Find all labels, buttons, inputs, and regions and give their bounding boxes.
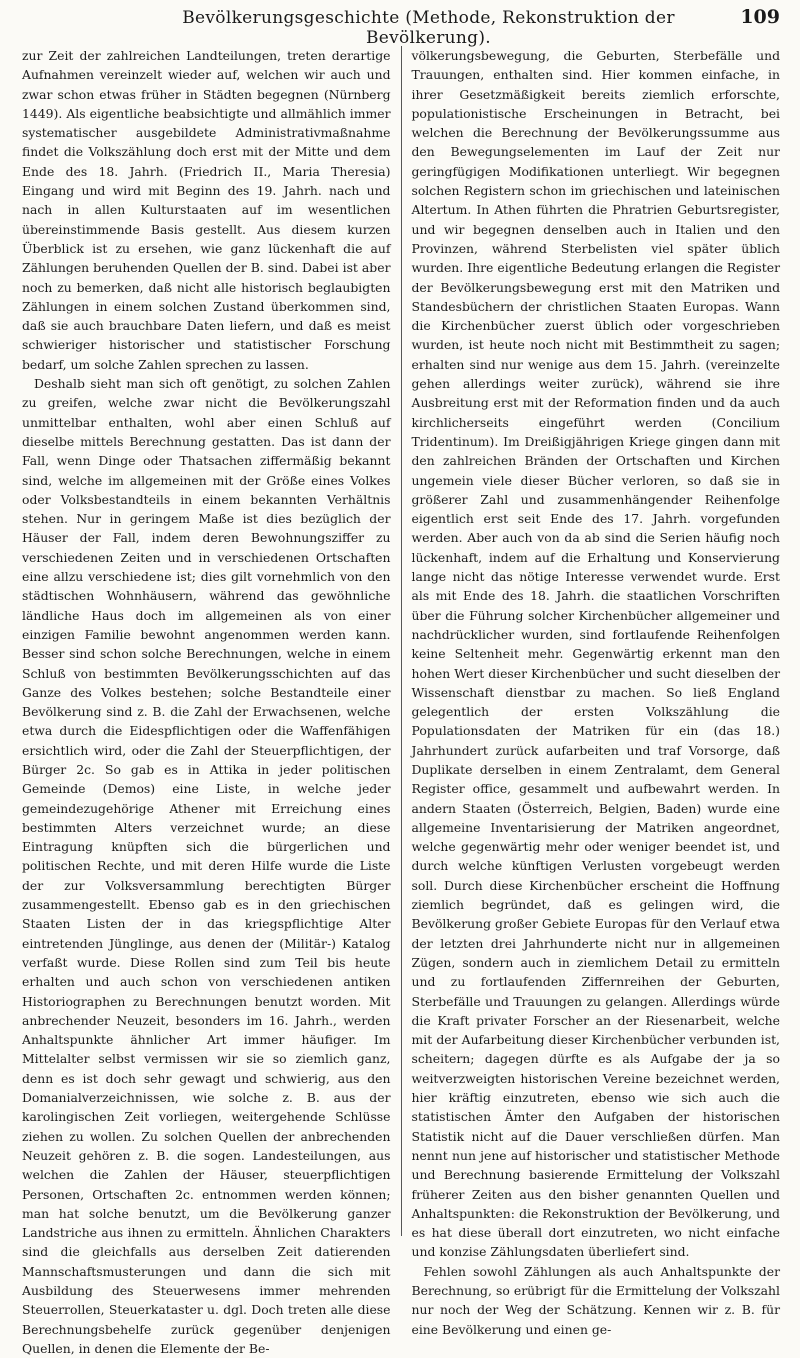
text-columns bbox=[22, 46, 780, 1356]
page-number: 109 bbox=[740, 6, 780, 28]
left-column bbox=[22, 46, 402, 1356]
right-paragraph-2: Fehlen sowohl Zählungen als auch Anhaltspunkte der Berechnung, so erübrigt für die Ermittelung der Volkszahl nur noch der Weg der Schätzung. Kennen wir z. B. für eine Bevölkerung und einen ge- bbox=[411, 1263, 780, 1337]
left-paragraph-2: Deshalb sieht man sich oft genötigt, zu solchen Zahlen zu greifen, welche zwar nicht die Bevölkerungszahl unmittelbar enthalten, wohl aber einen Schluß auf dieselbe mittels Berechnung gestatten. Das ist dann der Fall, wenn Dinge oder Thatsachen ziffermäßig bekannt sind, welche im allgemeinen mit der Größe eines Volkes oder Volksbestandteils in einem bekannten Verhältnis stehen. Nur in geringem Maße ist dies bezüglich der Häuser der Fall, indem deren Bewohnungsziffer zu verschiedenen Zeiten und in verschiedenen Ortschaften eine allzu verschiedene ist; dies gilt vornehmlich von den städtischen Wohnhäusern, während das gewöhnliche ländliche Haus doch im allgemeinen als von einer einzigen Familie bewohnt angenommen werden kann. Besser sind schon solche Berechnungen, welche in einem Schluß von bestimmten Bevölkerungsschichten auf das Ganze des Volkes bestehen; solche Bestandteile einer Bevölkerung sind z. B. die Zahl der Erwachsenen, welche etwa durch die Eidespflichtigen oder die Waffenfähigen ersichtlich wird, oder die Zahl der Steuerpflichtigen, der Bürger 2c. So gab es in Attika in jeder politischen Gemeinde (Demos) eine Liste, in welche jeder gemeindezugehörige Athener mit Erreichung eines bestimmten Alters verzeichnet wurde; an diese Eintragung knüpften sich die bürgerlichen und politischen Rechte, und mit deren Hilfe wurde die Liste der zur Volksversammlung berechtigten Bürger zusammengestellt. Ebenso gab es in den griechischen Staaten Listen der in das kriegspflichtige Alter eintretenden Jünglinge, aus denen der (Militär-) Katalog verfaßt wurde. Diese Rollen sind zum Teil bis heute erhalten und auch schon von verschiedenen antiken Historiographen zu Berechnungen benutzt worden. Mit anbrechender Neuzeit, besonders im 16. Jahrh., werden Anhaltspunkte ähnlicher Art immer häufiger. Im Mittelalter selbst vermissen wir sie so ziemlich ganz, denn es ist doch sehr gewagt und schwierig, aus den Domanialverzeichnissen, wie solche z. B. aus der karolingischen Zeit vorliegen, weitergehende Schlüsse ziehen zu wollen. Zu solchen Quellen der anbrechenden Neuzeit gehören z. B. die sogen. Landesteilungen, aus welchen die Zahlen der Häuser, steuerpflichtigen Personen, Ortschaften 2c. entnommen werden können; man hat solche benutzt, um die Bevölkerung ganzer Landstriche aus ihnen zu ermitteln. Ähnlichen Charakters sind die gleichfalls aus derselben Zeit datierenden Mannschaftsmusterungen und dann die sich mit Ausbildung des Steuerwesens immer mehrenden Steuerrollen, Steuerkataster u. dgl. Doch treten alle diese Berechnungsbehelfe zurück gegenüber denjenigen Quellen, in denen die Elemente der Be- bbox=[22, 376, 391, 1356]
running-header bbox=[22, 6, 780, 46]
right-column bbox=[402, 46, 781, 1337]
running-title: Bevölkerungsgeschichte (Methode, Rekonstruktion der Bevölkerung). bbox=[182, 8, 675, 48]
right-paragraph-1: völkerungsbewegung, die Geburten, Sterbefälle und Trauungen, enthalten sind. Hier kommen einfache, in ihrer Gesetzmäßigkeit bereits ziemlich erforschte, populationistische Erscheinungen in Betracht, bei welchen die Berechnung der Bevölkerungssumme aus den Bewegungselementen im Lauf der Zeit nur geringfügigen Modifikationen unterliegt. Wir begegnen solchen Registern schon im griechischen und lateinischen Altertum. In Athen führten die Phratrien Geburtsregister, und wir begegnen denselben auch in Italien und den Provinzen, während Sterbelisten viel später üblich wurden. Ihre eigentliche Bedeutung erlangen die Register der Bevölkerungsbewegung erst mit den Matriken und Standesbüchern der christlichen Staaten Europas. Wann die Kirchenbücher zuerst üblich oder vorgeschrieben wurden, ist heute noch nicht mit Bestimmtheit zu sagen; erhalten sind nur wenige aus dem 15. Jahrh. (vereinzelte gehen allerdings weiter zurück), während sie ihre Ausbreitung erst mit der Reformation finden und da auch kirchlicherseits eingeführt werden (Concilium Tridentinum). Im Dreißigjährigen Kriege gingen dann mit den zahlreichen Bränden der Ortschaften und Kirchen ungemein viele dieser Bücher verloren, so daß sie in größerer Zahl und zusammenhängender Reihenfolge eigentlich erst seit Ende des 17. Jahrh. vorgefunden werden. Aber auch von da ab sind die Serien häufig noch lückenhaft, indem auf die Erhaltung und Konservierung lange nicht das nötige Interesse verwendet wurde. Erst als mit Ende des 18. Jahrh. die staatlichen Vorschriften über die Führung solcher Kirchenbücher allgemeiner und nachdrücklicher wurden, sind fortlaufende Reihenfolgen keine Seltenheit mehr. Gegenwärtig erkennt man den hohen Wert dieser Kirchenbücher und sucht dieselben der Wissenschaft dienstbar zu machen. So ließ England gelegentlich der ersten Volkszählung die Populationsdaten der Matriken für ein (das 18.) Jahrhundert zurück aufarbeiten und traf Vorsorge, daß Duplikate derselben in einem Zentralamt, dem General Register office, gesammelt und aufbewahrt werden. In andern Staaten (Österreich, Belgien, Baden) wurde eine allgemeine Inventarisierung der Matriken angeordnet, welche gegenwärtig mehr oder weniger beendet ist, und durch welche künftigen Verlusten vorgebeugt werden soll. Durch diese Kirchenbücher erscheint die Hoffnung ziemlich begründet, daß es gelingen wird, die Bevölkerung großer Gebiete Europas für den Verlauf etwa der letzten drei Jahrhunderte nicht nur in allgemeinen Zügen, sondern auch in ziemlichem Detail zu ermitteln und zu fortlaufenden Ziffernreihen der Geburten, Sterbefälle und Trauungen zu gelangen. Allerdings würde die Kraft privater Forscher an der Riesenarbeit, welche mit der Aufarbeitung dieser Kirchenbücher verbunden ist, scheitern; dagegen dürfte es als Aufgabe der ja so weitverzweigten historischen Vereine bezeichnet werden, hier kräftig einzutreten, ebenso wie sich auch die statistischen Ämter den Aufgaben der historischen Statistik nicht auf die Dauer verschließen dürfen. Man nennt nun jene auf historischer und statistischer Methode und Berechnung basierende Ermittelung der Volkszahl früherer Zeiten aus den bisher genannten Quellen und Anhaltspunkten: die Rekonstruktion der Bevölkerung, und es hat diese überall dort einzutreten, wo nicht einfache und konzise Zählungsdaten überliefert sind. bbox=[411, 48, 780, 1260]
left-paragraph-1: zur Zeit der zahlreichen Landteilungen, treten derartige Aufnahmen vereinzelt wieder auf, welchen wir auch und zwar schon etwas früher in Städten begegnen (Nürnberg 1449). Als eigentliche beabsichtigte und allmählich immer systematischer ausgebildete Administrativmaßnahme findet die Volkszählung doch erst mit der Mitte und dem Ende des 18. Jahrh. (Friedrich II., Maria Theresia) Eingang und wird mit Beginn des 19. Jahrh. nach und nach in allen Kulturstaaten auf im wesentlichen übereinstimmende Basis gestellt. Aus diesem kurzen Überblick ist zu ersehen, wie ganz lückenhaft die auf Zählungen beruhenden Quellen der B. sind. Dabei ist aber noch zu bemerken, daß nicht alle historisch beglaubigten Zählungen in einem solchen Zustand überkommen sind, daß sie auch brauchbare Daten liefern, und daß es meist schwieriger historischer und statistischer Forschung bedarf, um solche Zahlen sprechen zu lassen. bbox=[22, 48, 391, 372]
